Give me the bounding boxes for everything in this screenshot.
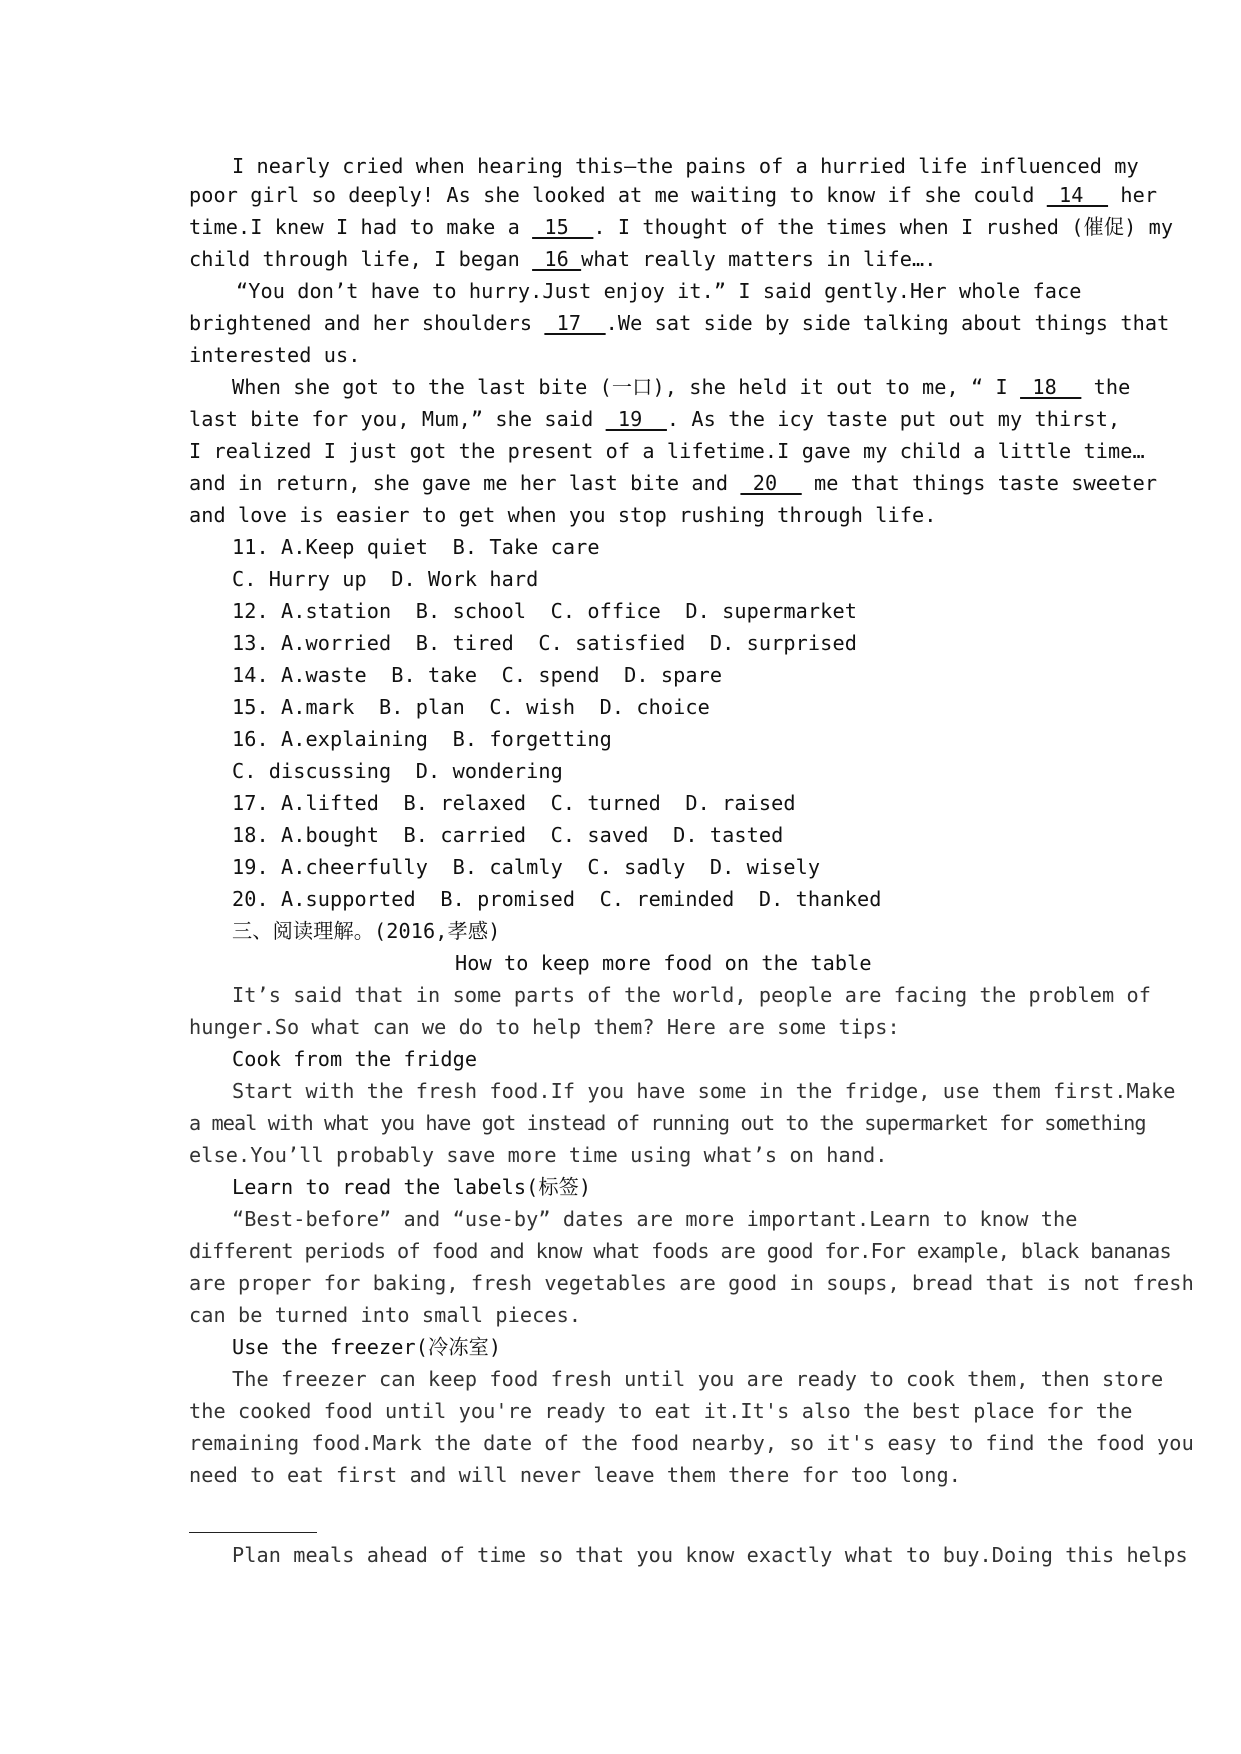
text: what really matters in life…. — [581, 247, 937, 271]
text: . I thought of the times when I rushed (催促) my — [593, 215, 1174, 239]
blank-20: 20 — [740, 471, 802, 495]
text: time.I knew I had to make a — [189, 215, 533, 239]
reading-line: a meal with what you have got instead of running out to the supermarket for something — [189, 1111, 1146, 1135]
passage-line — [236, 277, 1082, 305]
option-line: 11. A.Keep quiet B. Take care — [232, 535, 600, 559]
text: her — [1108, 183, 1158, 207]
passage-line — [232, 152, 1139, 180]
reading-line: can be turned into small pieces. — [189, 1303, 582, 1327]
subheading: Cook from the fridge — [232, 1047, 478, 1071]
passage-line — [189, 309, 1169, 337]
text: last bite for you, Mum,” she said — [189, 407, 606, 431]
text: interested us. — [189, 343, 361, 367]
reading-title: How to keep more food on the table — [455, 951, 872, 975]
text: the — [1081, 375, 1131, 399]
passage-line — [189, 181, 1157, 209]
passage-line — [232, 373, 1130, 401]
reading-line: else.You’ll probably save more time using what’s on hand. — [189, 1143, 888, 1167]
blank-15: 15 — [532, 215, 594, 239]
passage-line — [189, 469, 1157, 497]
blank-14: 14 — [1046, 183, 1109, 207]
text: brightened and her shoulders — [189, 311, 545, 335]
passage-line — [189, 245, 937, 273]
text: child through life, I began — [189, 247, 533, 271]
option-line: 15. A.mark B. plan C. wish D. choice — [232, 695, 710, 719]
option-line: 13. A.worried B. tired C. satisfied D. surprised — [232, 631, 857, 655]
reading-line: “Best-before” and “use-by” dates are more important.Learn to know the — [232, 1207, 1078, 1231]
passage-line — [189, 341, 361, 369]
text: poor girl so deeply! As she looked at me waiting to know if she could — [189, 183, 1047, 207]
reading-line: remaining food.Mark the date of the food nearby, so it's easy to find the food you — [189, 1431, 1194, 1455]
option-line: C. Hurry up D. Work hard — [232, 567, 539, 591]
subheading: Learn to read the labels(标签) — [232, 1175, 592, 1199]
text: .We sat side by side talking about things that — [605, 311, 1170, 335]
reading-line: Plan meals ahead of time so that you know exactly what to buy.Doing this helps — [232, 1543, 1188, 1567]
option-line: 18. A.bought B. carried C. saved D. tasted — [232, 823, 784, 847]
reading-line: different periods of food and know what foods are good for.For example, black bananas — [189, 1239, 1172, 1263]
option-line: 16. A.explaining B. forgetting — [232, 727, 612, 751]
option-line: 12. A.station B. school C. office D. supermarket — [232, 599, 857, 623]
text: . As the icy taste put out my thirst, — [666, 407, 1121, 431]
option-line: 20. A.supported B. promised C. reminded D. thanked — [232, 887, 882, 911]
passage-line — [189, 213, 1173, 241]
reading-line: The freezer can keep food fresh until you are ready to cook them, then store — [232, 1367, 1164, 1391]
passage-line — [189, 405, 1120, 433]
reading-line: are proper for baking, fresh vegetables are good in soups, bread that is not fresh — [189, 1271, 1194, 1295]
passage-line — [189, 437, 1145, 465]
reading-line: the cooked food until you're ready to eat it.It's also the best place for the — [189, 1399, 1133, 1423]
blank-18: 18 — [1020, 375, 1082, 399]
text: I nearly cried when hearing this—the pains of a hurried life influenced my — [232, 154, 1139, 178]
blank-17: 17 — [544, 311, 606, 335]
text: and in return, she gave me her last bite and — [189, 471, 741, 495]
option-line: 17. A.lifted B. relaxed C. turned D. raised — [232, 791, 796, 815]
text: and love is easier to get when you stop rushing through life. — [189, 503, 937, 527]
text: I realized I just got the present of a lifetime.I gave my child a little time… — [189, 439, 1145, 463]
text: When she got to the last bite (一口), she held it out to me, “ I — [232, 375, 1021, 399]
option-line: 14. A.waste B. take C. spend D. spare — [232, 663, 723, 687]
option-line: 19. A.cheerfully B. calmly C. sadly D. wisely — [232, 855, 821, 879]
reading-line: It’s said that in some parts of the world, people are facing the problem of — [232, 983, 1152, 1007]
option-line: C. discussing D. wondering — [232, 759, 563, 783]
passage-line — [189, 501, 937, 529]
blank-16: 16 — [532, 247, 582, 271]
section-heading: 三、阅读理解。(2016,孝感) — [232, 919, 501, 943]
text: “You don’t have to hurry.Just enjoy it.” I said gently.Her whole face — [236, 279, 1082, 303]
answer-blank-rule — [189, 1532, 317, 1533]
reading-line: need to eat first and will never leave them there for too long. — [189, 1463, 961, 1487]
reading-line: hunger.So what can we do to help them? Here are some tips: — [189, 1015, 900, 1039]
blank-19: 19 — [605, 407, 667, 431]
reading-line: Start with the fresh food.If you have some in the fridge, use them first.Make — [232, 1079, 1176, 1103]
text: me that things taste sweeter — [801, 471, 1158, 495]
subheading: Use the freezer(冷冻室) — [232, 1335, 502, 1359]
